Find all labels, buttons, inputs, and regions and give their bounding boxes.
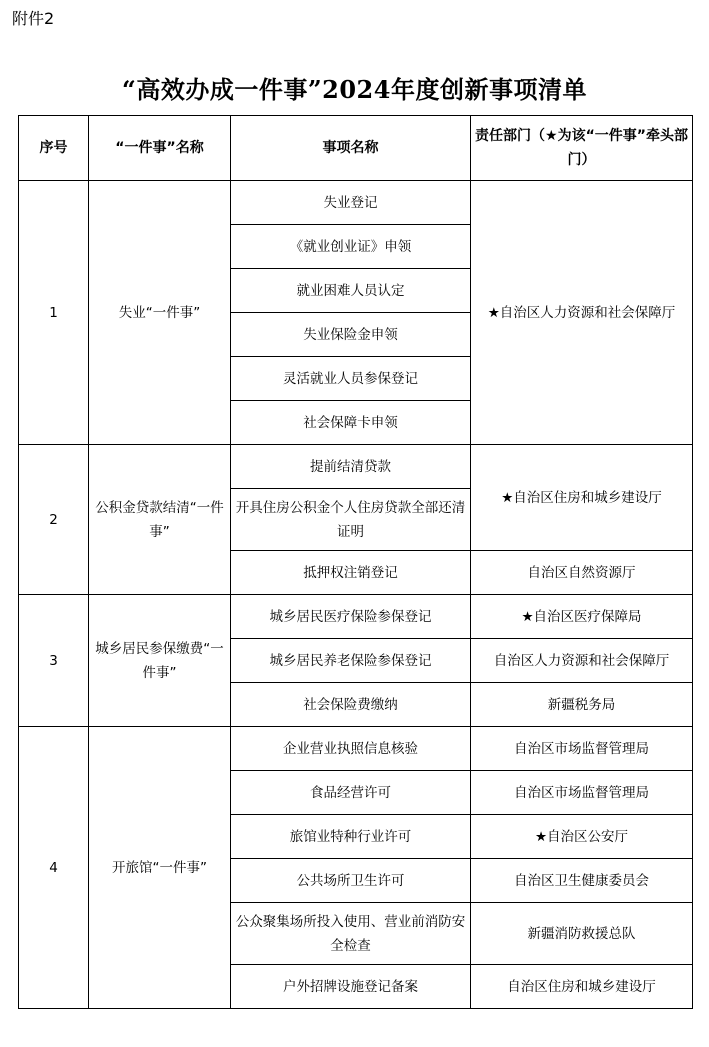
dept-cell: ★自治区人力资源和社会保障厅 <box>471 181 693 445</box>
group-name: 失业“一件事” <box>89 181 231 445</box>
group-name: 城乡居民参保缴费“一件事” <box>89 595 231 727</box>
dept-cell: 新疆消防救援总队 <box>471 903 693 965</box>
item-cell: 开具住房公积金个人住房贷款全部还清证明 <box>231 489 471 551</box>
item-cell: 企业营业执照信息核验 <box>231 727 471 771</box>
group-no: 4 <box>19 727 89 1009</box>
table-header-row <box>19 116 693 181</box>
item-cell: 公众聚集场所投入使用、营业前消防安全检查 <box>231 903 471 965</box>
item-cell: 失业登记 <box>231 181 471 225</box>
table-row <box>19 595 693 639</box>
item-cell: 旅馆业特种行业许可 <box>231 815 471 859</box>
table-row <box>19 727 693 771</box>
item-cell: 提前结清贷款 <box>231 445 471 489</box>
dept-cell: 自治区市场监督管理局 <box>471 771 693 815</box>
group-name: 开旅馆“一件事” <box>89 727 231 1009</box>
item-cell: 灵活就业人员参保登记 <box>231 357 471 401</box>
table-row <box>19 445 693 489</box>
dept-cell: 自治区住房和城乡建设厅 <box>471 965 693 1009</box>
item-cell: 公共场所卫生许可 <box>231 859 471 903</box>
item-cell: 社会保障卡申领 <box>231 401 471 445</box>
page-title: “高效办成一件事”2024年度创新事项清单 <box>122 75 587 104</box>
item-cell: 失业保险金申领 <box>231 313 471 357</box>
item-cell: 城乡居民医疗保险参保登记 <box>231 595 471 639</box>
item-cell: 城乡居民养老保险参保登记 <box>231 639 471 683</box>
dept-cell: 自治区市场监督管理局 <box>471 727 693 771</box>
dept-cell: 自治区自然资源厅 <box>471 551 693 595</box>
group-no: 2 <box>19 445 89 595</box>
attachment-label: 附件2 <box>12 9 55 28</box>
dept-cell: ★自治区公安厅 <box>471 815 693 859</box>
item-cell: 户外招牌设施登记备案 <box>231 965 471 1009</box>
dept-cell: 新疆税务局 <box>471 683 693 727</box>
group-name: 公积金贷款结清“一件事” <box>89 445 231 595</box>
item-cell: 《就业创业证》申领 <box>231 225 471 269</box>
dept-cell: ★自治区医疗保障局 <box>471 595 693 639</box>
table-row <box>19 181 693 225</box>
dept-cell: 自治区卫生健康委员会 <box>471 859 693 903</box>
group-no: 1 <box>19 181 89 445</box>
item-cell: 食品经营许可 <box>231 771 471 815</box>
header-name: “一件事”名称 <box>89 116 231 181</box>
header-no: 序号 <box>19 116 89 181</box>
item-cell: 就业困难人员认定 <box>231 269 471 313</box>
header-item: 事项名称 <box>231 116 471 181</box>
header-dept: 责任部门（★为该“一件事”牵头部门） <box>471 116 693 181</box>
item-cell: 抵押权注销登记 <box>231 551 471 595</box>
group-no: 3 <box>19 595 89 727</box>
dept-cell: 自治区人力资源和社会保障厅 <box>471 639 693 683</box>
item-cell: 社会保险费缴纳 <box>231 683 471 727</box>
item-table <box>18 115 693 1009</box>
dept-cell: ★自治区住房和城乡建设厅 <box>471 445 693 551</box>
